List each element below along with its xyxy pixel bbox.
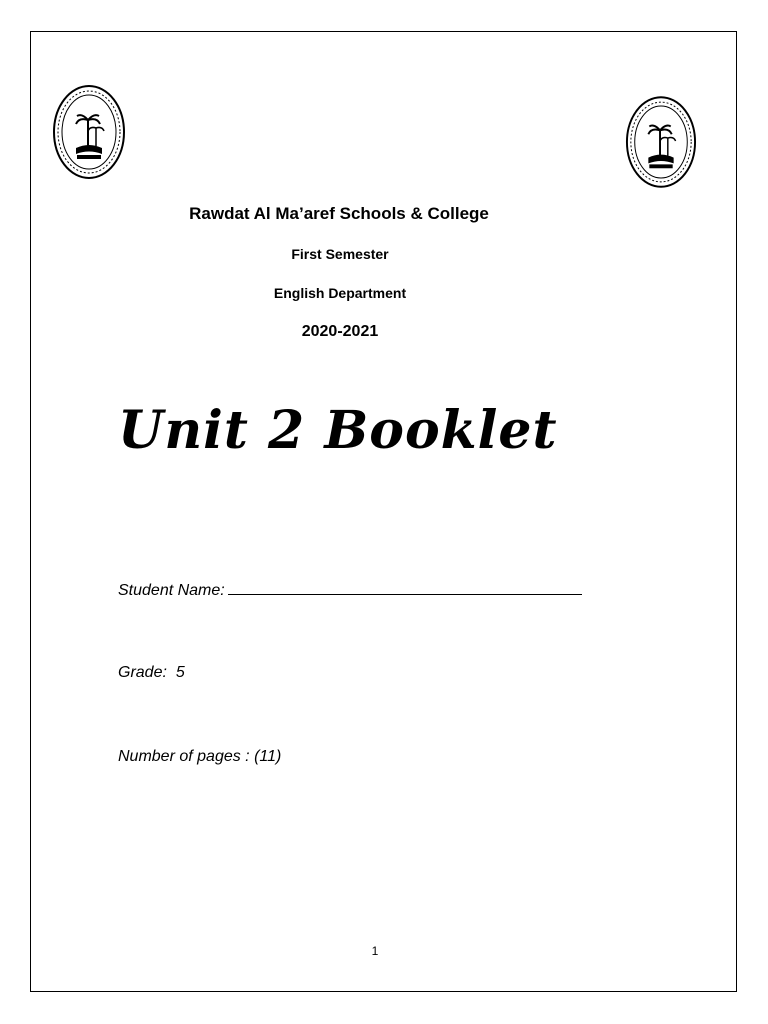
student-name-label: Student Name: bbox=[118, 582, 225, 599]
department-label: English Department bbox=[273, 285, 407, 301]
pages-label: Number of pages : bbox=[118, 748, 250, 765]
booklet-title: Unit 2 Booklet bbox=[118, 400, 558, 461]
school-seal-icon bbox=[52, 84, 126, 180]
grade-label: Grade: bbox=[118, 664, 167, 681]
student-name-blank[interactable] bbox=[228, 580, 582, 595]
semester-label: First Semester bbox=[291, 246, 389, 262]
student-name-field bbox=[118, 580, 582, 600]
academic-year: 2020-2021 bbox=[301, 323, 379, 340]
school-seal-icon bbox=[625, 95, 697, 189]
page-number: 1 bbox=[371, 944, 379, 958]
grade-value: 5 bbox=[175, 664, 185, 681]
grade-field bbox=[118, 664, 185, 682]
pages-field bbox=[118, 748, 281, 766]
school-name: Rawdat Al Ma’aref Schools & College bbox=[189, 204, 489, 223]
pages-value: (11) bbox=[254, 748, 282, 765]
